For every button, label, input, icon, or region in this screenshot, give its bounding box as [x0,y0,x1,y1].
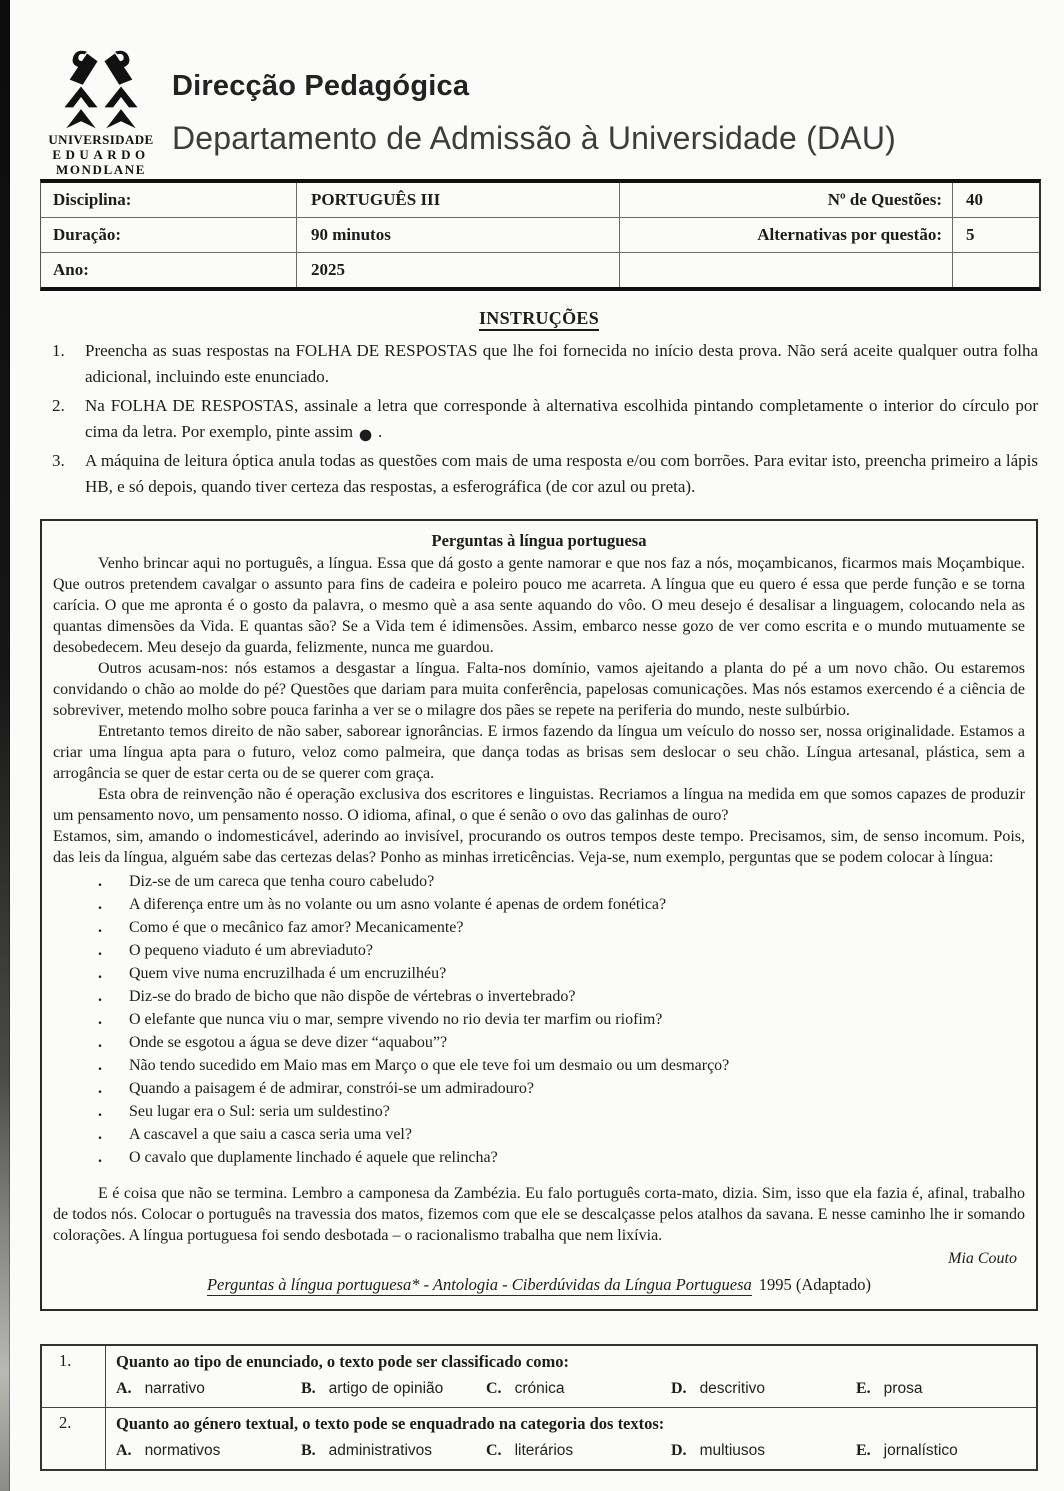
bullet-dot: . [98,1057,102,1074]
bullet-dot: . [98,1034,102,1051]
source-citation-year: 1995 (Adaptado) [758,1275,872,1294]
option-text: prosa [883,1380,923,1397]
option-letter: D. [671,1442,687,1459]
num-questoes-value: 40 [952,183,1039,217]
list-item-text: Não tendo sucedido em Maio mas em Março o que ele teve foi um desmaio ou um desmarço? [129,1057,730,1074]
bullet-dot: . [98,1149,102,1166]
option-b [301,1442,486,1460]
option-text: crónica [514,1380,565,1397]
passage-paragraph: Outros acusam-nos: nós estamos a desgastar a língua. Falta-nos domínio, vamos ajeitando a planta do pé a um novo chão. Ou estaremos convidando o chão ao molde do pé? Questões que dariam para muita conferência, papelosas comunicações. Mas nós estamos exercendo é a ciência de sobreviver, metendo molho sobre pouca farinha a ver se o milagre dos pães se repete na periferia do mundo, neste sulbúrbio. [53,660,1025,719]
list-item-text: O elefante que nunca viu o mar, sempre vivendo no rio devia ter marfim ou riofim? [129,1011,663,1028]
option-text: normativos [144,1442,221,1459]
option-letter: A. [116,1380,132,1397]
question-body [106,1408,1036,1469]
option-e [856,1380,1028,1398]
list-item [53,939,1025,962]
question-row-1 [42,1346,1036,1407]
header-titles [172,48,896,157]
list-item [53,1100,1025,1123]
option-letter: E. [856,1380,871,1397]
university-name-line3: MONDLANE [55,162,147,177]
university-logo-block [40,48,162,177]
list-item [53,1123,1025,1146]
instructions-heading-text: INSTRUÇÕES [479,308,599,331]
option-letter: C. [486,1442,502,1459]
filled-circle-example-icon: ● [357,419,374,449]
instruction-text: Preencha as suas respostas na FOLHA DE RESPOSTAS que lhe foi fornecida no início desta prova. Não será aceite qualquer outra folha adicional, incluindo este enunciado. [85,341,1038,386]
list-item [53,985,1025,1008]
option-d [671,1442,856,1460]
university-name-line1: UNIVERSIDADE [48,132,154,147]
university-name [40,132,162,177]
passage-title: Perguntas à língua portuguesa [431,531,647,550]
list-item-text: Quem vive numa encruzilhada é um encruzilhéu? [129,965,447,982]
uem-logo-icon [55,50,147,130]
option-b [301,1380,486,1398]
option-d [671,1380,856,1398]
instruction-number: 3. [52,451,65,470]
passage-paragraph: Venho brincar aqui no português, a língua. Essa que dá gosto a gente namorar e que nos faz a nós, moçambicanos, ficarmos mais Moçambique. Que outros pretendem cavalgar o assunto para fins de cadeira e poleiro pouco me acarreta. A língua que eu quero é essa que perde função e se torna carícia. O que me apronta é o gosto da palavra, o mesmo què a asa sente aquando do vôo. O meu desejo é desalisar a linguagem, colocando nela as quantas dimensões da Vida. E quantas são? Se a Vida tem é idimensões. Assim, embarco nesse gozo de ver como escrita e o mundo mutuamente se desobedecem. Meu desejo da guarda, felizmente, nunca me guardou. [53,555,1025,656]
question-stem: Quanto ao tipo de enunciado, o texto pode ser classificado como: [116,1352,569,1371]
list-item [53,1031,1025,1054]
instruction-text: A máquina de leitura óptica anula todas as questões com mais de uma resposta e/ou com borrões. Para evitar isto, preencha primeiro a lápis HB, e só depois, quando tiver certeza das respostas, a esferográfica (de cor azul ou preta). [85,451,1038,496]
option-text: multiusos [699,1442,766,1459]
list-item-text: Onde se esgotou a água se deve dizer “aquabou”? [129,1034,448,1051]
source-citation-title: Perguntas à língua portuguesa* - Antologia - Ciberdúvidas da Língua Portuguesa [206,1275,752,1294]
question-body [106,1346,1036,1407]
option-letter: A. [116,1442,132,1459]
option-letter: B. [301,1380,316,1397]
ano-label: Ano: [53,260,89,279]
question-stem: Quanto ao género textual, o texto pode se enquadrado na categoria dos textos: [116,1414,665,1433]
bullet-dot: . [98,965,102,982]
question-options [116,1442,1028,1460]
bullet-dot: . [98,1011,102,1028]
question-row-2 [42,1407,1036,1469]
bullet-dot: . [98,1126,102,1143]
list-item-text: Seu lugar era o Sul: seria um suldestino? [129,1103,390,1120]
option-c [486,1380,671,1398]
disciplina-label: Disciplina: [53,190,132,209]
passage-paragraph: Entretanto temos direito de não saber, saborear ignorâncias. E irmos fazendo da língua um veículo do nosso ser, nossa originalidade. Estamos a criar uma língua apta para o futuro, veloz como palmeira, que dança todas as brisas sem deslocar o seu chão. Língua artesanal, plástica, sem a arrogância se quer de estar certa ou de se querer com graça. [53,723,1025,782]
question-number: 1. [42,1346,106,1407]
list-item-text: Quando a paisagem é de admirar, constrói-se um admiradouro? [129,1080,534,1097]
duracao-label: Duração: [53,225,121,244]
option-letter: C. [486,1380,502,1397]
passage-paragraph: Esta obra de reinvenção não é operação exclusiva dos escritores e linguistas. Recriamos a língua na medida em que somos capazes de produzir um pensamento novo, um pensamento nosso. O idioma, afinal, o que é senão o ovo das galinhas de ouro? [53,786,1025,824]
option-text: literários [514,1442,574,1459]
list-item-text: Como é que o mecânico faz amor? Mecanicamente? [129,919,464,936]
list-item [53,1054,1025,1077]
list-item [53,1008,1025,1031]
exam-info-table [40,179,1041,291]
info-row-duracao [41,217,1039,252]
alternativas-label: Alternativas por questão: [619,218,952,252]
instruction-text [85,396,1038,449]
question-number: 2. [42,1408,106,1469]
instruction-number: 1. [52,341,65,360]
instruction-text-before: Na FOLHA DE RESPOSTAS, assinale a letra que corresponde à alternativa escolhida pintando completamente o interior do círculo por cima da letra. Por exemplo, pinte assim [85,396,1038,441]
instruction-number: 2. [52,396,65,415]
num-questoes-label: Nº de Questões: [619,183,952,217]
questions-table [40,1344,1038,1471]
list-item [53,1146,1025,1169]
list-item-text: A cascavel a que saiu a casca seria uma vel? [129,1126,412,1143]
option-text: descritivo [699,1380,766,1397]
option-text: artigo de opinião [328,1380,444,1397]
list-item-text: Diz-se do brado de bicho que não dispõe de vértebras o invertebrado? [129,988,576,1005]
instructions-list [40,338,1038,500]
source-citation [53,1273,1025,1297]
empty-cell [619,253,952,287]
instruction-item-3 [40,448,1038,500]
list-item [53,893,1025,916]
option-text: narrativo [144,1380,205,1397]
instruction-item-1 [40,338,1038,390]
bullet-dot: . [98,1080,102,1097]
list-item-text: Diz-se de um careca que tenha couro cabeludo? [129,873,435,890]
ano-value: 2025 [296,253,619,287]
list-item [53,870,1025,893]
list-item-text: A diferença entre um às no volante ou um asno volante é apenas de ordem fonética? [129,896,667,913]
question-options [116,1380,1028,1398]
reading-passage-box [40,519,1038,1311]
passage-paragraph: Estamos, sim, amando o indomesticável, aderindo ao invisível, procurando os outros tempos deste tempo. Precisamos, sim, de senso incomum. Pois, das leis da língua, alguém sabe das certezas delas? Ponho as minhas irreticências. Veja-se, num exemplo, perguntas que se podem colocar à língua: [53,828,1025,866]
info-row-ano [41,252,1039,287]
direction-title: Direcção Pedagógica [172,70,470,102]
university-name-line2: EDUARDO [52,147,150,162]
list-item [53,1077,1025,1100]
option-letter: D. [671,1380,687,1397]
option-letter: B. [301,1442,316,1459]
instruction-text-after: . [373,422,383,441]
exam-page [40,0,1038,1471]
option-text: administrativos [328,1442,433,1459]
option-letter: E. [856,1442,871,1459]
list-item-text: O pequeno viaduto é um abreviaduto? [129,942,373,959]
department-title: Departamento de Admissão à Universidade (DAU) [172,120,896,156]
option-a [116,1442,301,1460]
bullet-dot: . [98,873,102,890]
option-text: jornalístico [883,1442,958,1459]
disciplina-value: PORTUGUÊS III [296,183,619,217]
bullet-dot: . [98,896,102,913]
list-item [53,962,1025,985]
author-name: Mia Couto [948,1250,1017,1267]
instruction-item-2 [40,393,1038,449]
list-item [53,916,1025,939]
instructions-heading [40,308,1038,329]
info-row-disciplina [41,183,1039,217]
passage-closing-paragraph: E é coisa que não se termina. Lembro a camponesa da Zambézia. Eu falo português corta-mato, dizia. Sim, isso que ela fazia é, afinal, trabalho de todos nós. Colocar o português na travessia dos matos, fizemos com que ele se descalçasse pelos atalhos da savana. E nesse caminho lhe ir somando colorações. A língua portuguesa foi sendo desbotada – o racionalismo trabalha que nem lixívia. [53,1185,1025,1244]
wordplay-question-list [53,870,1025,1169]
bullet-dot: . [98,919,102,936]
option-c [486,1442,671,1460]
option-a [116,1380,301,1398]
bullet-dot: . [98,942,102,959]
document-header [40,0,1038,178]
option-e [856,1442,1028,1460]
list-item-text: O cavalo que duplamente linchado é aquele que relincha? [129,1149,498,1166]
duracao-value: 90 minutos [296,218,619,252]
empty-cell [952,253,1039,287]
bullet-dot: . [98,1103,102,1120]
scan-edge-artifact [0,0,10,1491]
bullet-dot: . [98,988,102,1005]
alternativas-value: 5 [952,218,1039,252]
